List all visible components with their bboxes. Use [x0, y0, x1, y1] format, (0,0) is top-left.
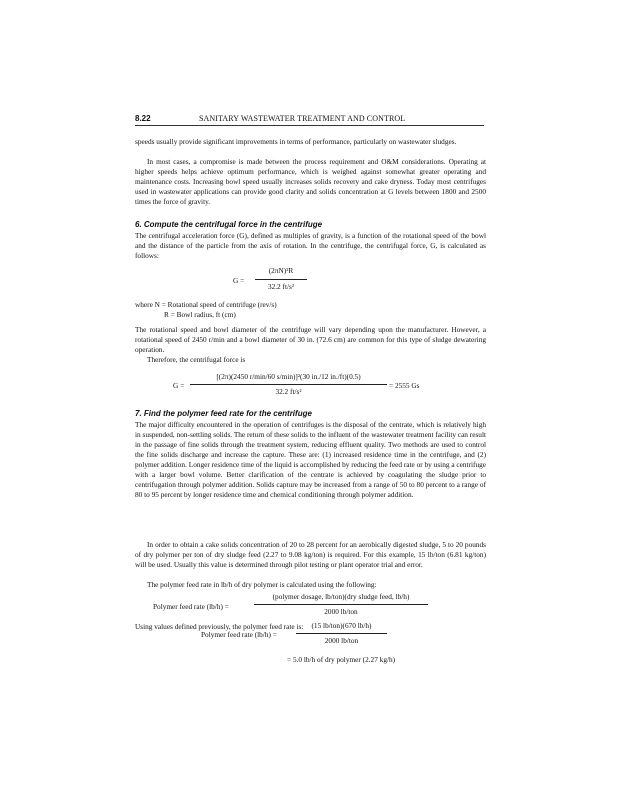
paragraph-9: Using values defined previously, the polymer feed rate is:	[135, 622, 304, 631]
header-rule	[135, 125, 484, 126]
eq4-numerator: (15 lb/ton)(670 lb/h)	[311, 621, 372, 630]
eq4-result: = 5.0 lb/h of dry polymer (2.27 kg/h)	[287, 655, 396, 664]
paragraph-3: The centrifugal acceleration force (G), defined as multiples of gravity, is a function of the rotational speed of the bowl and the distance of the particle from the axis of rotation. In the centrifuge, the centrifugal force, G, is calculated as follows:	[135, 231, 486, 260]
eq4-fraction-bar	[296, 633, 387, 634]
section-6-heading: 6. Compute the centrifugal force in the centrifuge	[135, 220, 323, 229]
eq3-numerator: (polymer dosage, lb/ton)(dry sludge feed, lb/h)	[272, 592, 410, 601]
where-line-2: R = Bowl radius, ft (cm)	[164, 310, 236, 319]
eq1-denominator: 32.2 ft/s²	[267, 282, 295, 291]
eq2-result: = 2555 Gs	[389, 381, 420, 390]
paragraph-8: The polymer feed rate in lb/h of dry polymer is calculated using the following:	[147, 580, 377, 589]
paragraph-4: The rotational speed and bowl diameter of the centrifuge will vary depending upon the manufacturer. However, a rotational speed of 2450 r/min and a bowl diameter of 30 in. (72.6 cm) are common for this type of sludge dewatering operation.	[135, 325, 486, 354]
running-title: SANITARY WASTEWATER TREATMENT AND CONTROL	[199, 114, 406, 123]
eq3-fraction-bar	[254, 604, 428, 605]
paragraph-1: speeds usually provide significant improvements in terms of performance, particularly on wastewater sludges.	[135, 137, 457, 146]
eq1-numerator: (2πN)²R	[268, 266, 294, 275]
page-header	[135, 114, 497, 123]
eq4-lhs: Polymer feed rate (lb/h) =	[201, 630, 277, 639]
page-number: 8.22	[135, 114, 151, 123]
eq1-fraction-bar	[255, 279, 307, 280]
paragraph-7: In order to obtain a cake solids concentration of 20 to 28 percent for an aerobically digested sludge, 5 to 20 pounds of dry polymer per ton of dry sludge feed (2.27 to 9.08 kg/ton) is required. For this example, 15 lb/ton (6.81 kg/ton) will be used. Usually this value is determined through pilot testing or plant operator trial and error.	[135, 540, 486, 569]
eq3-lhs: Polymer feed rate (lb/h) =	[153, 602, 229, 611]
eq2-denominator: 32.2 ft/s²	[275, 387, 302, 396]
paragraph-2: In most cases, a compromise is made between the process requirement and O&M considerations. Operating at higher speeds helps achieve optimum performance, which is weighed against somewhat greater operating and maintenance costs. Increasing bowl speed usually increases solids recovery and cake dryness. Today most centrifuges used in wastewater applications can provide good clarity and solids concentration at G levels between 1800 and 2500 times the force of gravity.	[135, 157, 486, 206]
where-line-1: where N = Rotational speed of centrifuge (rev/s)	[135, 300, 277, 309]
paragraph-6: The major difficulty encountered in the operation of centrifuges is the disposal of the centrate, which is relatively high in suspended, non-settling solids. The return of these solids to the influent of the wastewater treatment facility can result in the passage of fine solids through the treatment system, reducing effluent quality. Two methods are used to control the fine solids discharge and increase the capture. These are: (1) increased residence time in the centrifuge, and (2) polymer addition. Longer residence time of the liquid is accomplished by reducing the feed rate or by using a centrifuge with a larger bowl volume. Better clarification of the centrate is achieved by coagulating the sludge prior to centrifugation through polymer addition. Solids capture may be increased from a range of 50 to 80 percent to a range of 80 to 95 percent by longer residence time and chemical conditioning through polymer addition.	[135, 420, 486, 499]
eq2-lhs: G =	[173, 381, 185, 390]
eq2-fraction-bar	[190, 384, 387, 385]
eq3-denominator: 2000 lb/ton	[324, 607, 358, 616]
eq1-lhs: G =	[233, 276, 245, 285]
eq2-numerator: [(2π)(2450 r/min/60 s/min)]²(30 in./12 in./ft)(0.5)	[216, 372, 361, 381]
paragraph-5: Therefore, the centrifugal force is	[147, 355, 246, 364]
section-7-heading: 7. Find the polymer feed rate for the centrifuge	[135, 409, 312, 418]
eq4-denominator: 2000 lb/ton	[324, 636, 359, 645]
